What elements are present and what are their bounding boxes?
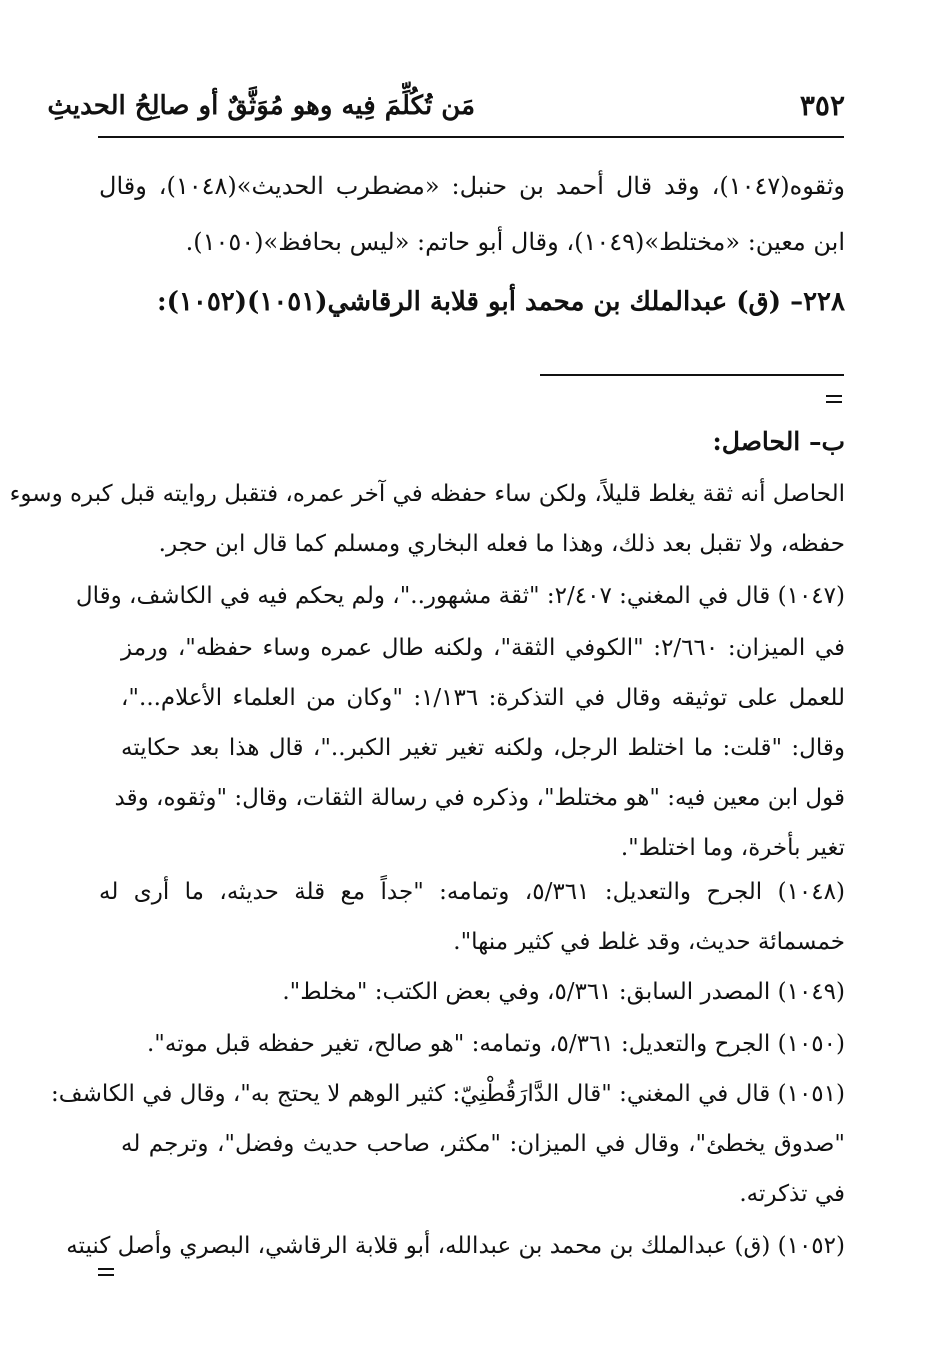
footnote-line: للعمل على توثيقه وقال في التذكرة: ١/١٣٦: "وكان من العلماء الأعلام..."،: [121, 685, 846, 711]
main-text-line: ابن معين: «مختلط»(١٠٤٩)، وقال أبو حاتم: «ليس بحافظ»(١٠٥٠).: [185, 228, 845, 256]
footnote-line: (١٠٥٠) الجرح والتعديل: ٥/٣٦١، وتمامه: "هو صالح، تغير حفظه قبل موته".: [146, 1031, 845, 1057]
footnote-separator: [540, 374, 844, 376]
summary-line: الحاصل أنه ثقة يغلط قليلاً، ولكن ساء حفظه في آخر عمره، فتقبل روايته قبل كبره وسوء: [9, 481, 845, 507]
footnote-line: خمسمائة حديث، وقد غلط في كثير منها".: [453, 929, 845, 955]
footnote-line: في تذكرته.: [739, 1181, 845, 1207]
footnote-line: (١٠٤٨) الجرح والتعديل: ٥/٣٦١، وتمامه: "جداً مع قلة حديثه، ما أرى له: [99, 879, 845, 905]
footnote-line: (١٠٥٢) (ق) عبدالملك بن محمد بن عبدالله، أبو قلابة الرقاشي، البصري وأصل كنيته: [66, 1233, 845, 1259]
summary-heading: ب– الحاصل:: [712, 427, 845, 456]
page-number: ٣٥٢: [799, 89, 845, 122]
entry-heading: ٢٢٨– (ق) عبدالملك بن محمد أبو قلابة الرقاشي(١٠٥١)(١٠٥٢):: [156, 287, 845, 317]
header-rule: [98, 136, 844, 138]
continuation-mark: [98, 1268, 114, 1276]
footnote-line: (١٠٤٩) المصدر السابق: ٥/٣٦١، وفي بعض الكتب: "مخلط".: [282, 979, 845, 1005]
continuation-mark: [826, 395, 842, 403]
summary-line: حفظه، ولا تقبل بعد ذلك، وهذا ما فعله البخاري ومسلم كما قال ابن حجر.: [158, 531, 845, 557]
footnote-line: قول ابن معين فيه: "هو مختلط"، وذكره في رسالة الثقات، وقال: "وثقوه، وقد: [114, 785, 845, 811]
footnote-line: "صدوق يخطئ"، وقال في الميزان: "مكثر، صاحب حديث وفضل"، وترجم له: [121, 1131, 845, 1157]
footnote-line: (١٠٥١) قال في المغني: "قال الدَّارَقُطْنِيّ: كثير الوهم لا يحتج به"، وقال في الكاشف:: [51, 1081, 845, 1107]
running-header-title: مَن تُكُلِّمَ فِيه وهو مُوَثَّقٌ أو صالِحُ الحديثِ: [47, 91, 475, 121]
footnote-line: وقال: "قلت: ما اختلط الرجل، ولكنه تغير تغير الكبر.."، قال هذا بعد حكايته: [121, 735, 845, 761]
footnote-line: (١٠٤٧) قال في المغني: ٢/٤٠٧: "ثقة مشهور.."، ولم يحكم فيه في الكاشف، وقال: [75, 583, 845, 609]
main-text-line: وثقوه(١٠٤٧)، وقد قال أحمد بن حنبل: «مضطرب الحديث»(١٠٤٨)، وقال: [99, 172, 845, 200]
footnote-line: تغير بأخرة، وما اختلط".: [620, 835, 845, 861]
footnote-line: في الميزان: ٢/٦٦٠: "الكوفي الثقة"، ولكنه طال عمره وساء حفظه"، ورمز: [121, 635, 845, 661]
